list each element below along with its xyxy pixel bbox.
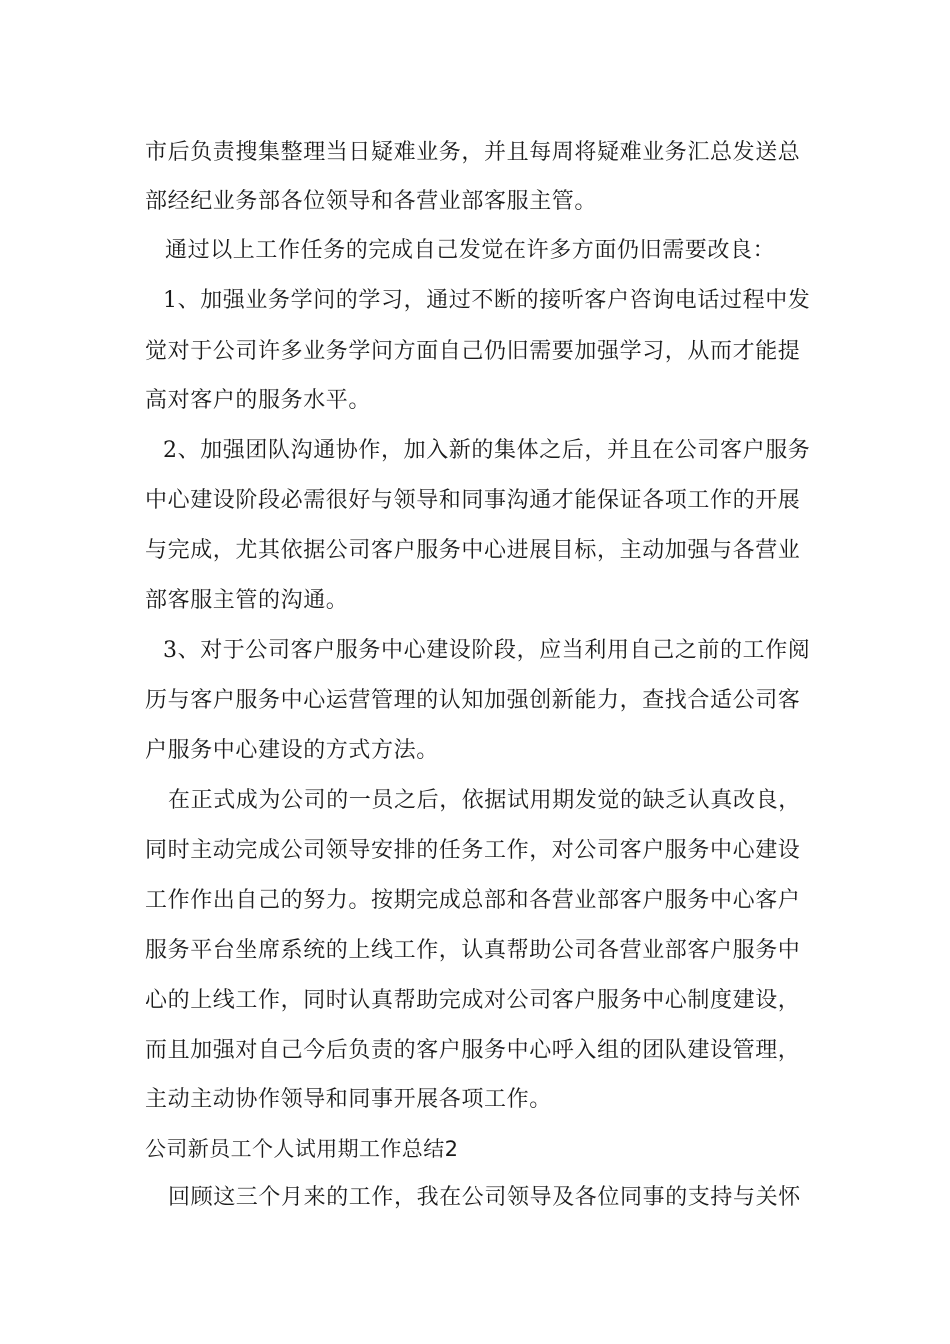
paragraph-line: 主动主动协作领导和同事开展各项工作。 [145,1087,552,1112]
paragraph-line: 历与客户服务中心运营管理的认知加强创新能力，查找合适公司客 [145,688,801,713]
paragraph-line: 回顾这三个月来的工作，我在公司领导及各位同事的支持与关怀 [168,1185,801,1210]
paragraph-line: 中心建设阶段必需很好与领导和同事沟通才能保证各项工作的开展 [145,488,801,513]
paragraph-line: 与完成，尤其依据公司客户服务中心进展目标，主动加强与各营业 [145,538,801,563]
paragraph-line: 市后负责搜集整理当日疑难业务，并且每周将疑难业务汇总发送总 [145,140,801,165]
paragraph-line: 工作作出自己的努力。按期完成总部和各营业部客户服务中心客户 [145,888,801,913]
paragraph-line: 1、加强业务学问的学习，通过不断的接听客户咨询电话过程中发 [163,288,811,313]
paragraph-line: 同时主动完成公司领导安排的任务工作，对公司客户服务中心建设 [145,838,801,863]
paragraph-line: 户服务中心建设的方式方法。 [145,738,439,763]
section-heading: 公司新员工个人试用期工作总结2 [145,1137,459,1161]
paragraph-line: 服务平台坐席系统的上线工作，认真帮助公司各营业部客户服务中 [145,938,801,963]
paragraph-line: 部经纪业务部各位领导和各营业部客服主管。 [145,189,598,214]
paragraph-line: 2、加强团队沟通协作，加入新的集体之后，并且在公司客户服务 [163,438,811,463]
paragraph-line: 而且加强对自己今后负责的客户服务中心呼入组的团队建设管理， [145,1038,801,1063]
paragraph-line: 在正式成为公司的一员之后，依据试用期发觉的缺乏认真改良， [168,788,801,813]
paragraph-line: 高对客户的服务水平。 [145,388,372,413]
paragraph-line: 3、对于公司客户服务中心建设阶段，应当利用自己之前的工作阅 [163,638,811,663]
paragraph-line: 通过以上工作任务的完成自己发觉在许多方面仍旧需要改良： [165,238,776,263]
paragraph-line: 心的上线工作，同时认真帮助完成对公司客户服务中心制度建设， [145,988,801,1013]
paragraph-line: 部客服主管的沟通。 [145,588,349,613]
paragraph-line: 觉对于公司许多业务学问方面自己仍旧需要加强学习，从而才能提 [145,339,801,364]
